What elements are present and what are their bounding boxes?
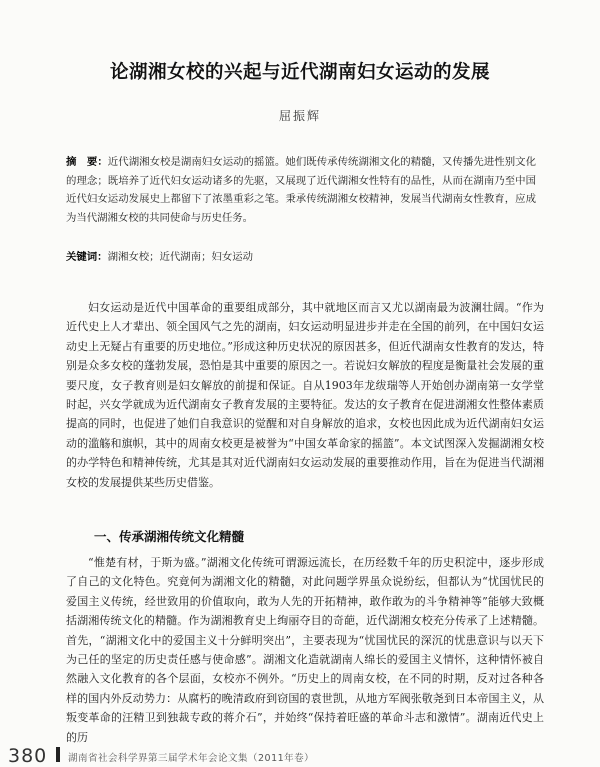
author-name: 屈振辉 xyxy=(278,109,321,123)
section-paragraph: “惟楚有材，于斯为盛。”湖湘文化传统可谓源远流长，在历经数千年的历史积淀中，逐步形成了自己的文化特色。究竟何为湖湘文化的精髓，对此问题学界虽众说纷纭，但都认为“忧国忧民的爱国主义传统，经世致用的价值取向，敢为人先的开拓精神，敢作敢为的斗争精神等”能够大致概括湖湘传统文化的精髓。作为湖湘教育史上绚丽夺目的奇葩，近代湖湘女校充分传承了上述精髓。首先，“湖湘文化中的爱国主义十分鲜明突出”，主要表现为“忧国忧民的深沉的忧患意识与以天下为己任的坚定的历史责任感与使命感”。湖湘文化造就湖南人绵长的爱国主义情怀，这种情怀被自然融入文化教育的各个层面，女校亦不例外。“历史上的周南女校，在不同的时期，反对过各种各样的国内外反动势力：从腐朽的晚清政府到窃国的袁世凯，从地方军阀张敬尧到日本帝国主义，从叛变革命的汪精卫到独裁专政的蒋介石”，并始终“保持着旺盛的革命斗志和激情”。湖南近代史上的历 xyxy=(66,556,544,744)
intro-paragraph: 妇女运动是近代中国革命的重要组成部分，其中就地区而言又尤以湖南最为波澜壮阔。“作为近代史上人才辈出、领全国风气之先的湖南，妇女运动明显进步并走在全国的前列，在中国妇女运动史上无疑占有重要的历史地位。”形成这种历史状况的原因甚多，但近代湖南女性教育的发达，特别是众多女校的蓬勃发展，恐怕是其中重要的原因之一。若说妇女解放的程度是衡量社会发展的重要尺度，女子教育则是妇女解放的前提和保证。自从1903年龙绂瑞等人开始创办湖南第一女学堂时起，兴女学就成为近代湖南女子教育发展的主要特征。发达的女子教育在促进湖湘女性整体素质提高的同时，也促进了她们自我意识的觉醒和对自身解放的追求，女校也因此成为近代湖南妇女运动的滥觞和旗帜，其中的周南女校更是被誉为“中国女革命家的摇篮”。本文试图深入发掘湖湘女校的办学特色和精神传统，尤其是其对近代湖南妇女运动发展的重要推动作用，旨在为促进当代湖湘女校的发展提供某些历史借鉴。 xyxy=(66,301,544,489)
keywords-label: 关键词： xyxy=(66,251,108,263)
page-number: 380 xyxy=(8,745,48,767)
page-footer xyxy=(8,745,598,765)
intro-section xyxy=(66,298,544,492)
section-body xyxy=(66,553,544,747)
abstract-text: 近代湖湘女校是湖南妇女运动的摇篮。她们既传承传统湖湘文化的精髓，又传播先进性别文化的理念；既培养了近代妇女运动诸多的先驱，又展现了近代湖湘女性特有的品性，从而在湖南乃至中国近代妇女运动发展史上都留下了浓墨重彩之笔。秉承传统湖湘女校精神，发展当代湖南女性教育，应成为当代湖湘女校的共同使命与历史任务。 xyxy=(66,156,537,224)
abstract xyxy=(66,153,536,227)
footer-divider xyxy=(56,747,60,762)
keywords xyxy=(66,248,536,266)
paper-title: 论湖湘女校的兴起与近代湖南妇女运动的发展 xyxy=(109,62,490,83)
abstract-label: 摘 要： xyxy=(66,156,108,168)
section-heading: 一、传承湖湘传统文化精髓 xyxy=(94,529,245,544)
keywords-text: 湖湘女校；近代湖南；妇女运动 xyxy=(107,251,254,263)
footer-publication: 湖南省社会科学界第三届学术年会论文集（2011年卷） xyxy=(68,753,315,764)
